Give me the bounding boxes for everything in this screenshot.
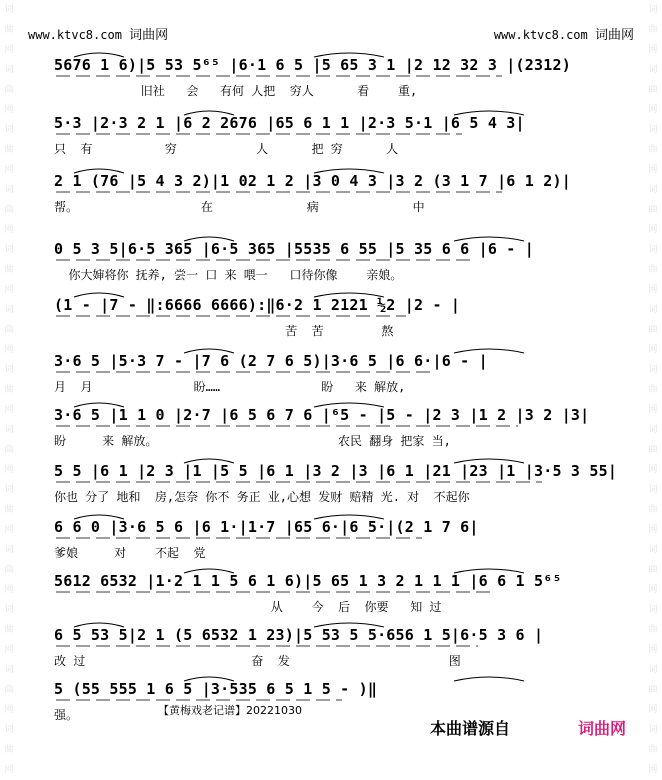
- watermark-char: 词: [4, 125, 14, 135]
- slur: [184, 459, 234, 463]
- footer-brand: 词曲网: [578, 719, 627, 738]
- watermark-char: 曲: [4, 205, 14, 215]
- watermark-char: 曲: [648, 385, 658, 395]
- watermark-char: 网: [648, 705, 658, 715]
- watermark-char: 曲: [4, 745, 14, 755]
- watermark-char: 网: [648, 105, 658, 115]
- notation-line: 6 6 0 |3·6 5 6 |6 1·|1·7 |65 6·|6 5·|(2 1 7 6|: [54, 518, 479, 536]
- watermark-char: 曲: [648, 565, 658, 575]
- watermark-char: 曲: [648, 745, 658, 755]
- watermark-char: 曲: [4, 445, 14, 455]
- watermark-char: 曲: [648, 25, 658, 35]
- watermark-char: 曲: [648, 445, 658, 455]
- watermark-char: 网: [4, 45, 14, 55]
- watermark-char: 曲: [4, 85, 14, 95]
- watermark-char: 词: [648, 665, 658, 675]
- score-row: [54, 622, 614, 672]
- watermark-char: 曲: [648, 85, 658, 95]
- notation-line: 5676 1 6)|5 53 5⁶⁵ |6·1 6 5 |5 65 3 1 |2 12 32 3 |(2312): [54, 56, 571, 74]
- watermark-char: 曲: [648, 625, 658, 635]
- watermark-char: 词: [648, 245, 658, 255]
- lyrics-line: 你大婶将你 抚养, 尝一 口 来 喂一 口待你像 亲娘。: [54, 268, 403, 282]
- watermark-char: 网: [4, 225, 14, 235]
- slur-arcs: [54, 676, 614, 726]
- notation-line: 3·6 5 |5·3 7 - |7 6 (2 7 6 5)|3·6 5 |6 6·|6 - |: [54, 352, 488, 370]
- score-row: [54, 402, 614, 452]
- watermark-char: 词: [4, 245, 14, 255]
- watermark-char: 词: [648, 365, 658, 375]
- watermark-char: 网: [648, 585, 658, 595]
- watermark-char: 词: [4, 425, 14, 435]
- lyrics-line: 强。: [54, 708, 79, 722]
- watermark-char: 网: [648, 525, 658, 535]
- brand-left: 词曲网: [129, 28, 169, 43]
- lyrics-line: 改 过 奋 发 图: [54, 654, 461, 668]
- watermark-char: 词: [4, 365, 14, 375]
- score-row: [54, 236, 614, 286]
- watermark-char: 曲: [4, 505, 14, 515]
- watermark-char: 词: [4, 545, 14, 555]
- header-left: [28, 24, 168, 43]
- watermark-char: 网: [4, 165, 14, 175]
- watermark-char: 词: [648, 545, 658, 555]
- score-row: [54, 168, 614, 218]
- watermark-char: 网: [648, 285, 658, 295]
- lyrics-line: 你也 分了 地和 房,怎奈 你不 务正 业,心想 发财 赔精 光. 对 不起你: [54, 490, 470, 504]
- watermark-char: 曲: [648, 325, 658, 335]
- watermark-char: 词: [4, 185, 14, 195]
- lyrics-line: 盼 来 解放。 农民 翻身 把家 当,: [54, 434, 451, 448]
- watermark-char: 网: [4, 465, 14, 475]
- slur: [74, 403, 124, 407]
- score-row: [54, 676, 614, 726]
- score-row: [54, 514, 614, 564]
- score-row: [54, 458, 618, 508]
- source-note: 【黄梅戏老记谱】20221030: [158, 704, 302, 717]
- watermark-char: 网: [4, 765, 14, 775]
- watermark-char: 网: [648, 765, 658, 775]
- score-row: [54, 348, 614, 398]
- watermark-char: 网: [4, 405, 14, 415]
- notation-line: 5612 6532 |1·2 1 1 5 6 1 6)|5 65 1 3 2 1 1 1 |6 6 1 5⁶⁵: [54, 572, 562, 590]
- watermark-char: 网: [4, 285, 14, 295]
- watermark-char: 词: [648, 5, 658, 15]
- watermark-char: 词: [648, 185, 658, 195]
- watermark-char: 词: [4, 605, 14, 615]
- watermark-char: 曲: [4, 325, 14, 335]
- slur: [184, 111, 234, 115]
- watermark-char: 词: [648, 605, 658, 615]
- score-row: [54, 110, 614, 160]
- notation-line: (1 - |7 - ‖:6666 6666):‖6·2 1 2121 ½2 |2 - |: [54, 296, 461, 314]
- slur: [454, 349, 524, 353]
- watermark-char: 曲: [4, 685, 14, 695]
- notation-line: 5 5 |6 1 |2 3 |1 |5 5 |6 1 |3 2 |3 |6 1 |21 |23 |1 |3·5 3 55|: [54, 462, 618, 480]
- slur: [454, 459, 524, 463]
- lyrics-line: 从 今 后 你要 知 过: [54, 600, 442, 614]
- slur: [314, 403, 384, 407]
- lyrics-line: 旧社 会 有何 人把 穷人 看 重,: [54, 84, 418, 98]
- notation-line: 2 1 (76 |5 4 3 2)|1 02 1 2 |3 0 4 3 |3 2 (3 1 7 |6 1 2)|: [54, 172, 571, 190]
- notation-line: 5 (55 555 1 6 5 |3·535 6 5 1 5 - )‖: [54, 680, 378, 698]
- watermark-char: 词: [648, 725, 658, 735]
- lyrics-line: 只 有 穷 人 把 穷 人: [54, 142, 399, 156]
- watermark-char: 网: [648, 45, 658, 55]
- slur: [314, 623, 384, 627]
- notation-line: 0 5 3 5|6·5 365 |6·5 365 |5535 6 55 |5 35 6 6 |6 - |: [54, 240, 534, 258]
- lyrics-line: 苦 苦 熬: [54, 324, 394, 338]
- slur: [314, 515, 384, 519]
- score-row: [54, 568, 614, 618]
- watermark-char: 词: [648, 305, 658, 315]
- watermark-char: 网: [4, 105, 14, 115]
- watermark-char: 曲: [648, 265, 658, 275]
- slur: [454, 111, 524, 115]
- watermark-char: 词: [4, 485, 14, 495]
- watermark-char: 词: [4, 5, 14, 15]
- watermark-char: 曲: [4, 625, 14, 635]
- slur: [184, 349, 234, 353]
- slur: [314, 53, 384, 57]
- watermark-char: 曲: [4, 565, 14, 575]
- watermark-char: 网: [4, 585, 14, 595]
- watermark-char: 词: [648, 485, 658, 495]
- watermark-char: 网: [648, 345, 658, 355]
- watermark-char: 曲: [648, 505, 658, 515]
- lyrics-line: 月 月 盼…… 盼 来 解放,: [54, 380, 406, 394]
- watermark-char: 词: [4, 305, 14, 315]
- watermark-char: 曲: [648, 145, 658, 155]
- slur: [454, 677, 524, 681]
- lyrics-line: 帮。 在 病 中: [54, 200, 425, 214]
- site-url-right[interactable]: www.ktvc8.com: [493, 28, 588, 42]
- watermark-char: 曲: [648, 685, 658, 695]
- slur: [314, 293, 384, 297]
- watermark-char: 网: [648, 165, 658, 175]
- score-row: [54, 52, 614, 102]
- slur: [454, 569, 524, 573]
- brand-right: 词曲网: [594, 28, 634, 43]
- slur: [314, 169, 384, 173]
- watermark-char: 网: [4, 345, 14, 355]
- slur: [74, 53, 124, 57]
- slur: [184, 569, 234, 573]
- watermark-char: 网: [4, 525, 14, 535]
- slur: [74, 169, 124, 173]
- watermark-char: 曲: [648, 205, 658, 215]
- site-url-left[interactable]: www.ktvc8.com: [28, 28, 122, 42]
- source-label: 本曲谱源自: [430, 719, 511, 738]
- watermark-char: 词: [4, 65, 14, 75]
- notation-line: 6 5 53 5|2 1 (5 6532 1 23)|5 53 5 5·656 1 5|6·5 3 6 |: [54, 626, 544, 644]
- slur: [184, 237, 234, 241]
- notation-line: 5·3 |2·3 2 1 |6 2 2676 |65 6 1 1 |2·3 5·1 |6 5 4 3|: [54, 114, 525, 132]
- lyrics-line: 爹娘 对 不起 党: [54, 546, 206, 560]
- notation-line: 3·6 5 |1 1 0 |2·7 |6 5 6 7 6 |⁶5 - |5 - |2 3 |1 2 |3 2 |3|: [54, 406, 590, 424]
- watermark-char: 词: [648, 125, 658, 135]
- slur: [74, 515, 124, 519]
- watermark-char: 曲: [4, 145, 14, 155]
- watermark-char: 网: [648, 645, 658, 655]
- watermark-char: 网: [648, 405, 658, 415]
- slur: [184, 677, 234, 681]
- score-row: [54, 292, 614, 342]
- slur: [454, 237, 524, 241]
- watermark-char: 网: [4, 705, 14, 715]
- watermark-char: 词: [648, 425, 658, 435]
- watermark-char: 网: [648, 225, 658, 235]
- watermark-char: 曲: [4, 385, 14, 395]
- slur: [74, 623, 124, 627]
- watermark-char: 网: [4, 645, 14, 655]
- watermark-char: 词: [648, 65, 658, 75]
- watermark-char: 词: [4, 725, 14, 735]
- slur: [74, 293, 124, 297]
- header-right: [494, 24, 634, 43]
- watermark-char: 词: [4, 665, 14, 675]
- watermark-char: 网: [648, 465, 658, 475]
- watermark-left: [2, 0, 16, 775]
- watermark-char: 曲: [4, 265, 14, 275]
- watermark-right: [646, 0, 660, 775]
- watermark-char: 曲: [4, 25, 14, 35]
